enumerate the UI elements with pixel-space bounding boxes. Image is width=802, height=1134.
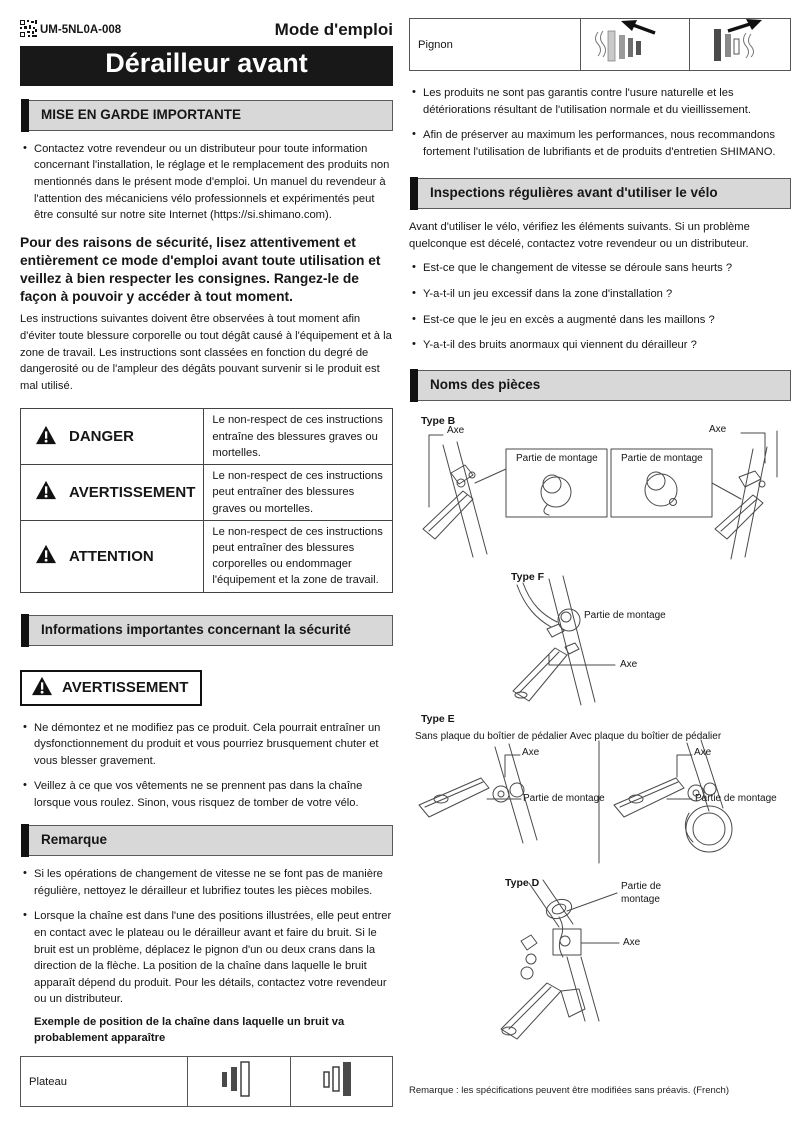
chainring-position-small-icon	[188, 1057, 290, 1107]
diagram-type-b	[409, 411, 791, 563]
avertissement-label: AVERTISSEMENT	[62, 679, 189, 697]
bullet-item: • Contactez votre revendeur ou un distributeur pour toute information concernant l'installation, le réglage et le remplacement des produits non mentionnés dans le présent mode d'emploi. Un manuel du revendeur à l'attention des mécaniciens vélo professionnels et expérimentés peut être consulté sur notre site Internet (https://si.shimano.com).	[34, 141, 393, 224]
safety-bold-notice: Pour des raisons de sécurité, lisez attentivement et entièrement ce mode d'emploi avant toute utilisation et veillez à bien respecter les consignes. Rangez-le de façon à pouvoir y accéder à tout moment.	[20, 234, 381, 304]
pignon-table	[409, 18, 791, 71]
safety-bullets	[20, 720, 393, 812]
section-informations-importantes: Informations importantes concernant la sécurité	[28, 615, 393, 646]
partie-de-montage-label: Partie de	[621, 880, 662, 892]
page-header	[20, 20, 393, 40]
page-title: Dérailleur avant	[20, 46, 393, 86]
axe-label: Axe	[623, 936, 641, 948]
type-f-label: Type F	[511, 570, 545, 583]
type-b-label: Type B	[421, 414, 456, 427]
partie-de-montage-label: montage	[621, 893, 660, 905]
partie-de-montage-label: Partie de montage	[523, 792, 605, 804]
warning-triangle-icon	[35, 544, 57, 568]
section-mise-en-garde: MISE EN GARDE IMPORTANTE	[28, 100, 393, 131]
hazard-table	[20, 408, 393, 592]
hazard-label: DANGER	[69, 428, 135, 446]
example-note: Exemple de position de la chaîne dans laquelle un bruit va probablement apparaître	[34, 1015, 345, 1045]
partie-de-montage-label: Partie de montage	[621, 452, 703, 464]
guarantee-bullets	[409, 85, 791, 160]
hazard-description: Le non-respect de ces instructions peut entraîner des blessures corporelles ou endommager l'équipement et la zone de travail.	[204, 520, 393, 592]
bullet-item: • Ne démontez et ne modifiez pas ce produit. Cela pourrait entraîner un dysfonctionnement du produit et vous pourriez brusquement chuter et vous blesser gravement.	[34, 720, 393, 770]
diagram-type-d	[409, 871, 791, 1047]
hazard-description: Le non-respect de ces instructions peut entraîner des blessures graves ou mortelles.	[204, 465, 393, 521]
derailleur-type-d-illustration	[409, 871, 790, 1047]
warning-triangle-icon	[31, 676, 53, 700]
chainring-position-large-icon	[290, 1057, 392, 1107]
pignon-label: Pignon	[410, 19, 581, 71]
caption-sans-plaque: Sans plaque du boîtier de pédalier	[415, 730, 568, 742]
bullet-item: • Lorsque la chaîne est dans l'une des positions illustrées, elle peut entrer en contact avec le plateau ou le dérailleur avant et faire du bruit. Si le bruit est un problème, déplacez le pignon d'un ou deux crans dans la direction de la flèche. La position de la chaîne dans laquelle le bruit apparaît dépend du produit. Pour les détails, contactez votre revendeur ou un distributeur. Exemple de position de la chaîne dans laquelle un bruit va probablement apparaître	[34, 908, 393, 1046]
type-e-label: Type E	[421, 712, 455, 725]
hazard-label: ATTENTION	[69, 547, 154, 565]
diagram-type-f	[409, 563, 791, 711]
document-id	[20, 20, 121, 40]
plateau-label: Plateau	[21, 1057, 188, 1107]
bullet-item: • Les produits ne sont pas garantis contre l'usure naturelle et les détériorations résultant de l'utilisation normale et du vieillissement.	[423, 85, 791, 118]
section-inspections: Inspections régulières avant d'utiliser le vélo	[417, 178, 791, 209]
bullet-item: • Si les opérations de changement de vitesse ne se font pas de manière régulière, nettoyez le dérailleur et lubrifiez toutes les pièces mobiles.	[34, 866, 393, 899]
bullet-item: • Afin de préserver au maximum les performances, nous recommandons fortement l'utilisation de lubrifiants et de produits d'entretien SHIMANO.	[423, 127, 791, 160]
derailleur-type-b-illustration	[409, 411, 790, 563]
inspection-bullets	[409, 260, 791, 353]
qr-code-icon	[20, 20, 37, 40]
bullet-item: • Est-ce que le jeu en excès a augmenté dans les maillons ?	[423, 312, 791, 329]
table-row	[21, 1057, 393, 1107]
derailleur-type-f-illustration	[409, 563, 790, 711]
diagram-type-e	[409, 711, 791, 871]
type-d-label: Type D	[505, 876, 540, 889]
caution-intro: Les instructions suivantes doivent être observées à tout moment afin d'éviter toute blessure corporelle ou tout dégât causé à l'équipement et à la zone de travail. Les instructions sont classées en fonction du degré de dangerosité ou de l'ampleur des dégâts pouvant survenir si le produit est mal utilisé.	[20, 313, 392, 392]
axe-label: Axe	[694, 746, 712, 758]
table-row	[21, 409, 393, 465]
bullet-item: • Veillez à ce que vos vêtements ne se prennent pas dans la chaîne lorsque vous roulez. Sinon, vous risquez de tomber de votre vélo.	[34, 778, 393, 811]
table-row	[410, 19, 791, 71]
bullet-item: • Est-ce que le changement de vitesse se déroule sans heurts ?	[423, 260, 791, 277]
plateau-table	[20, 1056, 393, 1107]
axe-label: Axe	[620, 658, 638, 670]
document-code: UM-5NL0A-008	[40, 24, 122, 36]
type-e-caption	[415, 731, 721, 742]
document-type: Mode d'emploi	[274, 20, 393, 39]
partie-de-montage-label: Partie de montage	[516, 452, 598, 464]
footer-note: Remarque : les spécifications peuvent être modifiées sans préavis. (French)	[409, 1085, 729, 1096]
hazard-description: Le non-respect de ces instructions entraîne des blessures graves ou mortelles.	[204, 409, 393, 465]
warning-triangle-icon	[35, 425, 57, 449]
warning-triangle-icon	[35, 480, 57, 504]
section-remarque: Remarque	[28, 825, 393, 856]
left-column	[20, 20, 393, 1107]
axe-label: Axe	[709, 423, 727, 435]
caution-bullets	[20, 141, 393, 224]
axe-label: Axe	[447, 424, 465, 436]
note-bullets	[20, 866, 393, 1046]
hazard-label: AVERTISSEMENT	[69, 483, 196, 501]
bullet-item: • Y-a-t-il un jeu excessif dans la zone d'installation ?	[423, 286, 791, 303]
caption-avec-plaque: Avec plaque du boîtier de pédalier	[569, 730, 722, 742]
section-noms-des-pieces: Noms des pièces	[417, 370, 791, 401]
partie-de-montage-label: Partie de montage	[584, 609, 666, 621]
inspection-intro: Avant d'utiliser le vélo, vérifiez les éléments suivants. Si un problème quelconque est décelé, contactez votre revendeur ou un distributeur.	[409, 221, 750, 250]
partie-de-montage-label: Partie de montage	[695, 792, 777, 804]
avertissement-box	[20, 670, 202, 706]
axe-label: Axe	[522, 746, 540, 758]
right-column	[409, 18, 791, 1047]
bullet-item: • Y-a-t-il des bruits anormaux qui viennent du dérailleur ?	[423, 337, 791, 354]
sprocket-shift-left-icon	[581, 19, 690, 71]
table-row	[21, 465, 393, 521]
table-row	[21, 520, 393, 592]
sprocket-shift-right-icon	[690, 19, 791, 71]
